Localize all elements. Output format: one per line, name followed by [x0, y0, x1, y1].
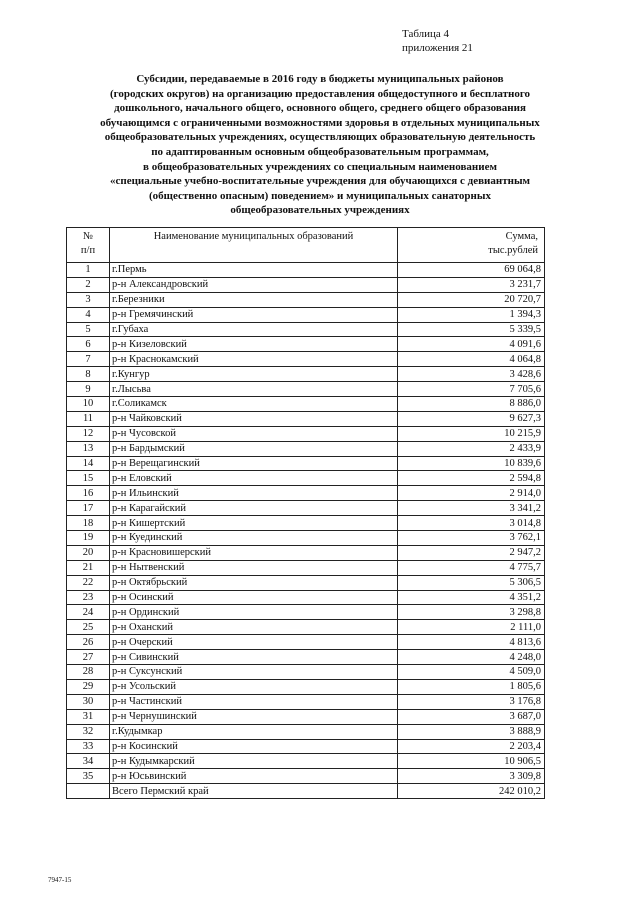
row-name: р-н Оханский	[110, 620, 398, 635]
row-name: р-н Кизеловский	[110, 337, 398, 352]
row-sum: 3 687,0	[398, 709, 545, 724]
header-number	[67, 228, 110, 263]
row-name: р-н Бардымский	[110, 441, 398, 456]
table-row	[67, 531, 545, 546]
row-number: 16	[67, 486, 110, 501]
row-name: г.Березники	[110, 292, 398, 307]
row-name: р-н Гремячинский	[110, 307, 398, 322]
row-sum: 3 762,1	[398, 531, 545, 546]
title-line: «специальные учебно-воспитательные учреждения для обучающихся с девиантным	[109, 175, 531, 188]
row-number: 24	[67, 605, 110, 620]
row-number: 12	[67, 426, 110, 441]
row-number	[67, 784, 110, 799]
row-number: 29	[67, 679, 110, 694]
row-number: 20	[67, 545, 110, 560]
table-row	[67, 754, 545, 769]
row-name: р-н Ординский	[110, 605, 398, 620]
row-number: 7	[67, 352, 110, 367]
row-sum: 3 428,6	[398, 367, 545, 382]
title-line: дошкольного, начального общего, основного общего, среднего общего образования	[114, 102, 526, 115]
row-sum: 4 509,0	[398, 665, 545, 680]
header-number-abbr: п/п	[80, 245, 96, 256]
row-sum: 4 248,0	[398, 650, 545, 665]
row-sum: 3 176,8	[398, 694, 545, 709]
row-sum: 3 298,8	[398, 605, 545, 620]
table-row	[67, 337, 545, 352]
table-row	[67, 277, 545, 292]
row-name: Всего Пермский край	[110, 784, 398, 799]
row-sum: 2 203,4	[398, 739, 545, 754]
row-sum: 2 433,9	[398, 441, 545, 456]
row-name: р-н Красновишерский	[110, 545, 398, 560]
table-row	[67, 397, 545, 412]
row-name: р-н Еловский	[110, 471, 398, 486]
row-number: 10	[67, 397, 110, 412]
row-sum: 4 351,2	[398, 590, 545, 605]
row-number: 31	[67, 709, 110, 724]
header-sum	[398, 228, 545, 263]
row-name: р-н Чайковский	[110, 411, 398, 426]
table-row	[67, 545, 545, 560]
row-name: р-н Частинский	[110, 694, 398, 709]
table-row	[67, 486, 545, 501]
row-name: р-н Александровский	[110, 277, 398, 292]
row-name: р-н Чусовской	[110, 426, 398, 441]
table-row	[67, 590, 545, 605]
total-row	[67, 784, 545, 799]
row-name: г.Соликамск	[110, 397, 398, 412]
subsidies-table	[66, 227, 545, 799]
table-row	[67, 605, 545, 620]
row-sum: 7 705,6	[398, 382, 545, 397]
row-sum: 4 064,8	[398, 352, 545, 367]
row-number: 28	[67, 665, 110, 680]
row-sum: 3 341,2	[398, 501, 545, 516]
document-title	[40, 72, 600, 218]
row-sum: 4 775,7	[398, 560, 545, 575]
row-sum: 10 215,9	[398, 426, 545, 441]
row-number: 21	[67, 560, 110, 575]
row-number: 27	[67, 650, 110, 665]
table-row	[67, 739, 545, 754]
row-sum: 9 627,3	[398, 411, 545, 426]
row-name: г.Кудымкар	[110, 724, 398, 739]
row-number: 22	[67, 575, 110, 590]
row-sum: 2 111,0	[398, 620, 545, 635]
table-row	[67, 635, 545, 650]
row-number: 9	[67, 382, 110, 397]
table-row	[67, 665, 545, 680]
row-name: р-н Краснокамский	[110, 352, 398, 367]
table-row	[67, 456, 545, 471]
row-number: 32	[67, 724, 110, 739]
row-name: р-н Ильинский	[110, 486, 398, 501]
row-name: р-н Куединский	[110, 531, 398, 546]
row-sum: 2 947,2	[398, 545, 545, 560]
table-header-row	[67, 228, 545, 263]
row-name: г.Кунгур	[110, 367, 398, 382]
row-number: 6	[67, 337, 110, 352]
row-number: 30	[67, 694, 110, 709]
row-sum: 10 839,6	[398, 456, 545, 471]
row-number: 18	[67, 516, 110, 531]
table-row	[67, 367, 545, 382]
table-row	[67, 575, 545, 590]
row-name: р-н Карагайский	[110, 501, 398, 516]
table-row	[67, 650, 545, 665]
table-row	[67, 441, 545, 456]
title-line: (общественно опасным) поведением» и муниципальных санаторных	[149, 189, 491, 202]
row-number: 17	[67, 501, 110, 516]
row-number: 13	[67, 441, 110, 456]
header-sum-label: Сумма,	[505, 231, 538, 242]
title-line: по адаптированным основным общеобразовательным программам,	[151, 145, 489, 158]
row-name: р-н Очерский	[110, 635, 398, 650]
row-sum: 3 231,7	[398, 277, 545, 292]
table-row	[67, 322, 545, 337]
row-sum: 4 813,6	[398, 635, 545, 650]
row-name: р-н Усольский	[110, 679, 398, 694]
row-number: 2	[67, 277, 110, 292]
row-number: 34	[67, 754, 110, 769]
table-row	[67, 516, 545, 531]
table-row	[67, 382, 545, 397]
table-row	[67, 471, 545, 486]
row-name: р-н Октябрьский	[110, 575, 398, 590]
row-number: 23	[67, 590, 110, 605]
table-row	[67, 292, 545, 307]
row-name: г.Пермь	[110, 263, 398, 278]
row-name: г.Губаха	[110, 322, 398, 337]
row-sum: 2 914,0	[398, 486, 545, 501]
table-row	[67, 411, 545, 426]
row-number: 11	[67, 411, 110, 426]
table-row	[67, 560, 545, 575]
row-number: 25	[67, 620, 110, 635]
table-row	[67, 501, 545, 516]
row-number: 33	[67, 739, 110, 754]
table-row	[67, 307, 545, 322]
row-sum: 3 309,8	[398, 769, 545, 784]
row-number: 35	[67, 769, 110, 784]
table-row	[67, 426, 545, 441]
row-name: р-н Юсьвинский	[110, 769, 398, 784]
row-number: 5	[67, 322, 110, 337]
header-sum-unit: тыс.рублей	[488, 245, 538, 256]
row-number: 19	[67, 531, 110, 546]
row-sum: 1 805,6	[398, 679, 545, 694]
row-number: 15	[67, 471, 110, 486]
row-name: р-н Сивинский	[110, 650, 398, 665]
row-name: р-н Косинский	[110, 739, 398, 754]
title-line: (городских округов) на организацию предоставления общедоступного и бесплатного	[109, 87, 531, 100]
header-number-sign: №	[82, 231, 94, 242]
row-name: р-н Кишертский	[110, 516, 398, 531]
row-sum: 5 339,5	[398, 322, 545, 337]
row-number: 1	[67, 263, 110, 278]
row-sum: 1 394,3	[398, 307, 545, 322]
title-line: в общеобразовательных учреждениях со специальным наименованием	[143, 160, 497, 173]
table-caption	[402, 27, 473, 55]
row-number: 26	[67, 635, 110, 650]
caption-appendix: приложения 21	[402, 42, 473, 54]
table-row	[67, 724, 545, 739]
title-line: Субсидии, передаваемые в 2016 году в бюджеты муниципальных районов	[136, 73, 504, 85]
row-name: р-н Верещагинский	[110, 456, 398, 471]
table-row	[67, 694, 545, 709]
row-sum: 242 010,2	[398, 784, 545, 799]
row-sum: 10 906,5	[398, 754, 545, 769]
row-sum: 4 091,6	[398, 337, 545, 352]
document-code: 7947-15	[48, 876, 72, 884]
row-name: р-н Суксунский	[110, 665, 398, 680]
row-number: 4	[67, 307, 110, 322]
row-sum: 5 306,5	[398, 575, 545, 590]
row-name: р-н Нытвенский	[110, 560, 398, 575]
row-name: р-н Чернушинский	[110, 709, 398, 724]
table-row	[67, 769, 545, 784]
row-sum: 2 594,8	[398, 471, 545, 486]
row-number: 8	[67, 367, 110, 382]
table-row	[67, 352, 545, 367]
caption-table-number: Таблица 4	[402, 28, 450, 40]
row-sum: 20 720,7	[398, 292, 545, 307]
row-sum: 69 064,8	[398, 263, 545, 278]
row-number: 3	[67, 292, 110, 307]
row-sum: 3 014,8	[398, 516, 545, 531]
table-row	[67, 620, 545, 635]
table-row	[67, 679, 545, 694]
row-name: р-н Осинский	[110, 590, 398, 605]
row-name: р-н Кудымкарский	[110, 754, 398, 769]
row-number: 14	[67, 456, 110, 471]
header-name: Наименование муниципальных образований	[110, 228, 398, 263]
title-line: обучающимся с ограниченными возможностями здоровья в отдельных муниципальных	[100, 116, 540, 129]
table-row	[67, 263, 545, 278]
row-sum: 3 888,9	[398, 724, 545, 739]
table-row	[67, 709, 545, 724]
title-line: общеобразовательных учреждениях	[230, 204, 410, 217]
row-name: г.Лысьва	[110, 382, 398, 397]
row-sum: 8 886,0	[398, 397, 545, 412]
title-line: общеобразовательных учреждениях, осуществляющих образовательную деятельность	[104, 131, 536, 144]
